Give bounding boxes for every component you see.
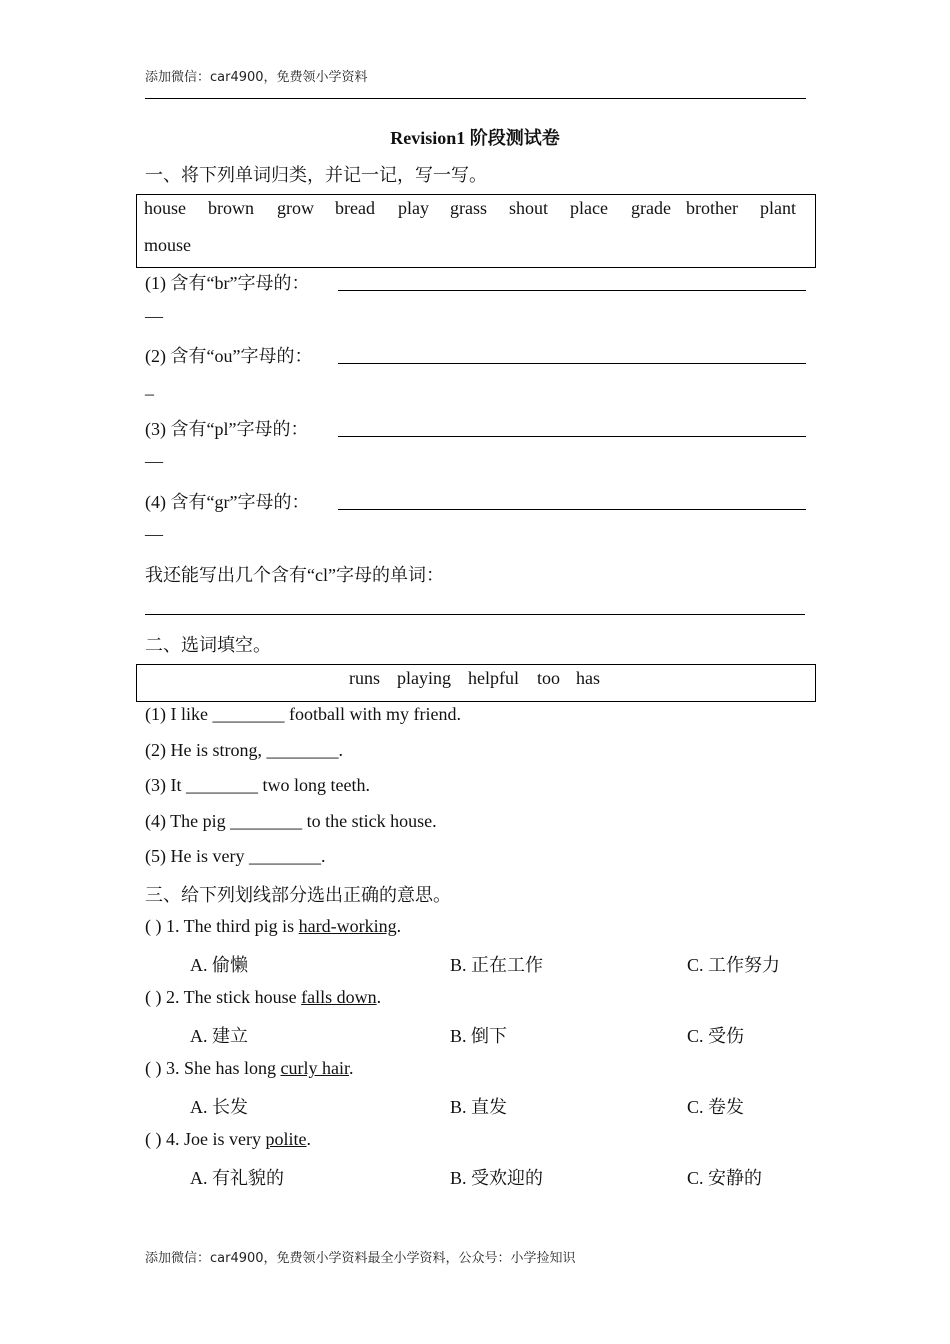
fill-blank-item-3: (3) It ________ two long teeth. — [145, 775, 370, 795]
fill-blank-item-5: (5) He is very ________. — [145, 846, 326, 866]
word-bank-item: plant — [760, 198, 796, 218]
classify-item-3-tail: — — [145, 451, 163, 471]
section1-heading: 一、将下列单词归类，并记一记，写一写。 — [145, 165, 487, 185]
fill-blank-item-2: (2) He is strong, ________. — [145, 740, 343, 760]
question-1: ( ) 1. The third pig is hard-working. — [145, 916, 402, 936]
word-bank-item: brown — [208, 198, 254, 218]
question-2: ( ) 2. The stick house falls down. — [145, 987, 382, 1007]
option-c[interactable]: C. 工作努力 — [687, 955, 781, 975]
word-bank-item: grade — [631, 198, 671, 218]
word-bank-item: brother — [686, 198, 738, 218]
classify-item-2-label: (2) 含有“ou”字母的： — [145, 346, 313, 366]
word-bank-item: mouse — [144, 235, 191, 255]
underlined-phrase: curly hair — [280, 1058, 349, 1078]
option-a[interactable]: A. 有礼貌的 — [190, 1168, 284, 1188]
question-4: ( ) 4. Joe is very polite. — [145, 1129, 311, 1149]
answer-blank-2[interactable] — [338, 363, 806, 364]
answer-blank-1[interactable] — [338, 290, 806, 291]
word-bank-item: shout — [509, 198, 549, 218]
question-3: ( ) 3. She has long curly hair. — [145, 1058, 354, 1078]
word-bank-item: grass — [450, 198, 487, 218]
word-bank-item: place — [570, 198, 608, 218]
option-a[interactable]: A. 建立 — [190, 1026, 248, 1046]
underlined-phrase: falls down — [301, 987, 377, 1007]
option-c[interactable]: C. 受伤 — [687, 1026, 745, 1046]
classify-item-2-tail: _ — [145, 377, 154, 397]
option-b[interactable]: B. 受欢迎的 — [450, 1168, 544, 1188]
classify-item-1-label: (1) 含有“br”字母的： — [145, 273, 310, 293]
choice-word: runs — [349, 668, 380, 688]
choice-word: too — [537, 668, 561, 688]
classify-item-4-tail: — — [145, 524, 163, 544]
fill-blank-item-4: (4) The pig ________ to the stick house. — [145, 811, 437, 831]
underlined-phrase: hard-working — [298, 916, 397, 936]
word-bank-item: house — [144, 198, 186, 218]
header-divider — [145, 98, 806, 99]
classify-item-1-tail: — — [145, 306, 163, 326]
answer-blank-cl[interactable] — [145, 614, 805, 615]
choice-word-box — [136, 664, 816, 702]
word-bank-box — [136, 194, 816, 268]
option-c[interactable]: C. 安静的 — [687, 1168, 763, 1188]
answer-blank-4[interactable] — [338, 509, 806, 510]
classify-item-3-label: (3) 含有“pl”字母的： — [145, 419, 309, 439]
section2-heading: 二、选词填空。 — [145, 635, 271, 655]
page-title: Revision1 阶段测试卷 — [390, 128, 560, 148]
option-b[interactable]: B. 正在工作 — [450, 955, 544, 975]
word-bank-item: play — [398, 198, 429, 218]
underlined-phrase: polite — [265, 1129, 307, 1149]
word-bank-item: grow — [277, 198, 314, 218]
section3-heading: 三、给下列划线部分选出正确的意思。 — [145, 885, 451, 905]
extra-cl-words-label: 我还能写出几个含有“cl”字母的单词： — [145, 565, 444, 585]
option-a[interactable]: A. 长发 — [190, 1097, 248, 1117]
page-header-note: 添加微信：car4900，免费领小学资料 — [145, 70, 368, 85]
word-bank-item: bread — [335, 198, 375, 218]
classify-item-4-label: (4) 含有“gr”字母的： — [145, 492, 310, 512]
choice-word: helpful — [468, 668, 519, 688]
choice-word: has — [576, 668, 600, 688]
option-b[interactable]: B. 直发 — [450, 1097, 508, 1117]
choice-word: playing — [397, 668, 451, 688]
page-footer-note: 添加微信：car4900，免费领小学资料最全小学资料，公众号：小学捡知识 — [145, 1251, 576, 1266]
option-c[interactable]: C. 卷发 — [687, 1097, 745, 1117]
option-b[interactable]: B. 倒下 — [450, 1026, 508, 1046]
answer-blank-3[interactable] — [338, 436, 806, 437]
option-a[interactable]: A. 偷懒 — [190, 955, 248, 975]
fill-blank-item-1: (1) I like ________ football with my friend. — [145, 704, 461, 724]
